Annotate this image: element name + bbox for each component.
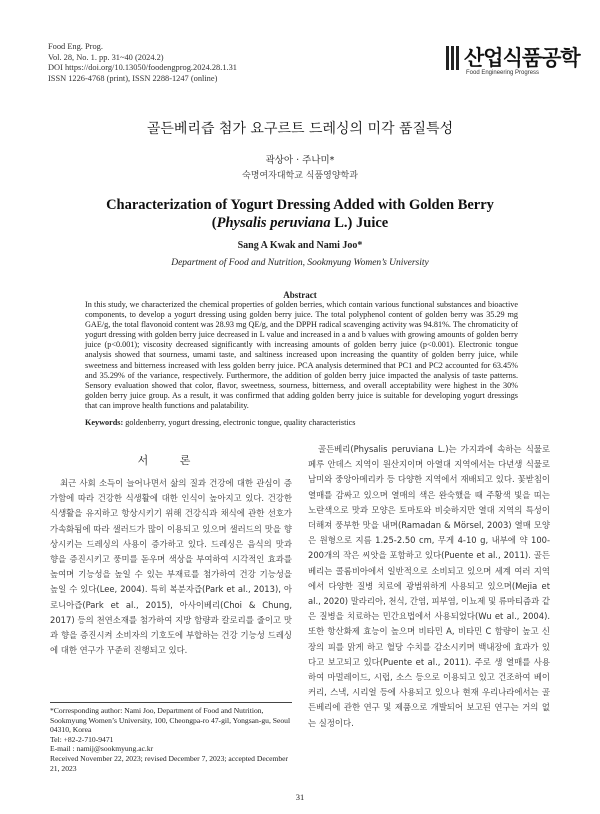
authors-english: Sang A Kwak and Nami Joo*: [237, 240, 363, 251]
journal-header: [48, 42, 237, 84]
journal-doi[interactable]: DOI https://doi.org/10.13050/foodengprog.2024.28.1.31: [48, 63, 237, 73]
abstract-body: In this study, we characterized the chemical properties of golden berries, which contain various functional substances and bioactive components, to develop a yogurt dressing using golden berry juice. The total polyphenol content of golden berry was 35.29 mg GAE/g, the total flavonoid content was 28.93 mg QE/g, and the DPPH radical scavenging activity was 94.81%. The chromaticity of yogurt dressing with golden berry juice decreased in L value and increased in a and b values with growing amounts of golden berry juice (p<0.001); viscosity decreased significantly with increasing amounts of golden berry juice (p<0.001). Electronic tongue analysis showed that sourness, umami taste, and saltiness increased upon increasing the quantity of golden berry juice, while sweetness and bitterness increased with less golden berry juice. PCA analysis determined that PC1 and PC2 accounted for 63.45% and 35.29% of the variance, respectively. Furthermore, the addition of golden berry juice impacted the analysis of taste patterns. Sensory evaluation showed that color, flavor, sweetness, sourness, bitterness, and overall acceptability were highest in the 30% golden berry juice group. As a result, it was confirmed that adding golden berry juice is suitable for developing yogurt dressings that can improve health functions and palatability.: [85, 300, 518, 410]
page-number: 31: [295, 792, 305, 802]
intro-paragraph-left: 최근 사회 소득이 늘어나면서 삶의 질과 건강에 대한 관심이 증가함에 따라 건강한 식생활에 대한 인식이 높아지고 있다. 건강한 식생활을 유지하고 항상시키기 위해 건강식과 채식에 관한 선호가 가속화됨에 따라 샐러드가 많이 이용되고 있으며 샐러드의 맛을 향상시키는 드레싱의 사용이 증가하고 있다. 드레싱은 음식의 맛과 향을 증진시키고 풍미를 돋우며 색상을 부여하여 시각적인 효과를 높여며 기능성을 높일 수 있는 부재료를 첨가하여 건강 기능성을 높일 수 있다(Lee, 2004). 특히 복분자즙(Park et al., 2013), 아로니아즙(Park et al., 2015), 아사이베리(Choi & Chung, 2017) 등의 천연소재를 첨가하여 지방 함량과 칼로리를 줄이고 맛과 향을 증진시켜 소비자의 기호도에 부합하는 건강 기능성 드레싱에 대한 연구가 꾸준히 진행되고 있다.: [50, 478, 292, 656]
abstract-heading: Abstract: [283, 290, 317, 300]
title-rest: L.) Juice: [330, 215, 389, 231]
footnote-email[interactable]: E-mail : namij@sookmyung.ac.kr: [50, 744, 154, 754]
left-column: [50, 442, 292, 658]
journal-name: Food Eng. Prog.: [48, 42, 103, 51]
journal-issn: ISSN 1226-4768 (print), ISSN 2288-1247 (online): [48, 73, 218, 83]
keywords-list: goldenberry, yogurt dressing, electronic tongue, quality characteristics: [123, 418, 356, 427]
section-heading-introduction: 서 론: [137, 454, 205, 467]
journal-logo: [446, 44, 580, 84]
right-column: [308, 442, 550, 731]
footnote-tel: Tel: +82-2-710-9471: [50, 734, 114, 744]
keywords: [85, 418, 518, 427]
intro-paragraph-right: 골든베리(Physalis peruviana L.)는 가지과에 속하는 식물로 페루 안데스 지역이 원산지이며 아열대 지역에서는 다년생 식물로 남미와 중앙아메리카 등 다양한 지역에서 재배되고 있다. 꽃받침이 열매를 감싸고 있으며 열매의 색은 완숙했을 때 주황색 빛을 띠는 노란색으로 맛과 모양은 토마토와 비슷하지만 열대 지역의 특성이 더해져 풍부한 맛을 내며(Ramadan & Mörsel, 2003) 열매 모양은 원형으로 지름 1.25-2.50 cm, 무게 4-10 g, 내부에 약 100-200개의 작은 씨앗을 포함하고 있다(Puente et al., 2011). 골든베리는 콜롬비아에서 일반적으로 소비되고 있으며 세계 여러 지역에서 다양한 질병 치료에 광범위하게 사용되고 있으며(Mejia et al., 2020) 말라리아, 천식, 간염, 피부염, 이뇨제 및 류마티즘과 같은 질병을 치료하는 민간요법에서 사용되었다(Wu et al., 2004). 또한 항산화제 효능이 높으며 비타민 A, 비타민 C 함량이 높고 신장의 피를 맑게 하고 혈당 수치를 감소시키며 백내장에 효과가 있다고 보고되고 있다(Puente et al., 2011). 주로 생 열매를 사용하여 마멀레이드, 시럽, 소스 등으로 이용되고 있고 건조하여 베이커리, 스낵, 시리얼 등에 사용되고 있으나 현재 우리나라에서는 골든베리에 관한 연구 및 제품으로 개발되어 보고된 연구는 거의 없는 실정이다.: [308, 444, 550, 728]
title-species: Physalis peruviana: [216, 215, 331, 231]
journal-volume: Vol. 28, No. 1. pp. 31~40 (2024.2): [48, 52, 164, 62]
logo-mark-icon: [446, 46, 460, 70]
authors-korean: 곽상아 · 주나미*: [265, 155, 335, 166]
logo-subtitle: Food Engineering Progress: [466, 70, 540, 76]
title-english-line1: Characterization of Yogurt Dressing Added with Golden Berry: [106, 197, 494, 213]
title-korean: 골든베리즙 첨가 요구르트 드레싱의 미각 품질특성: [146, 121, 454, 137]
affiliation-english: Department of Food and Nutrition, Sookmyung Women’s University: [171, 258, 429, 268]
footnote-corresponding: *Corresponding author: Nami Joo, Department of Food and Nutrition, Sookmyung Women’s University, 100, Cheongpa-ro 47-gil, Yongsan-gu, Seoul 04310, Korea: [50, 706, 291, 735]
footnote-dates: Received November 22, 2023; revised December 7, 2023; accepted December 21, 2023: [50, 753, 289, 773]
keywords-label: Keywords:: [85, 418, 124, 427]
logo-text: 산업식품공학: [464, 46, 580, 70]
title-english-line2: (Physalis peruviana L.) Juice: [211, 215, 389, 231]
corresponding-footnote: [50, 702, 292, 773]
title-english: [0, 196, 600, 232]
affiliation-korean: 숙명여자대학교 식품영양학과: [242, 171, 358, 181]
